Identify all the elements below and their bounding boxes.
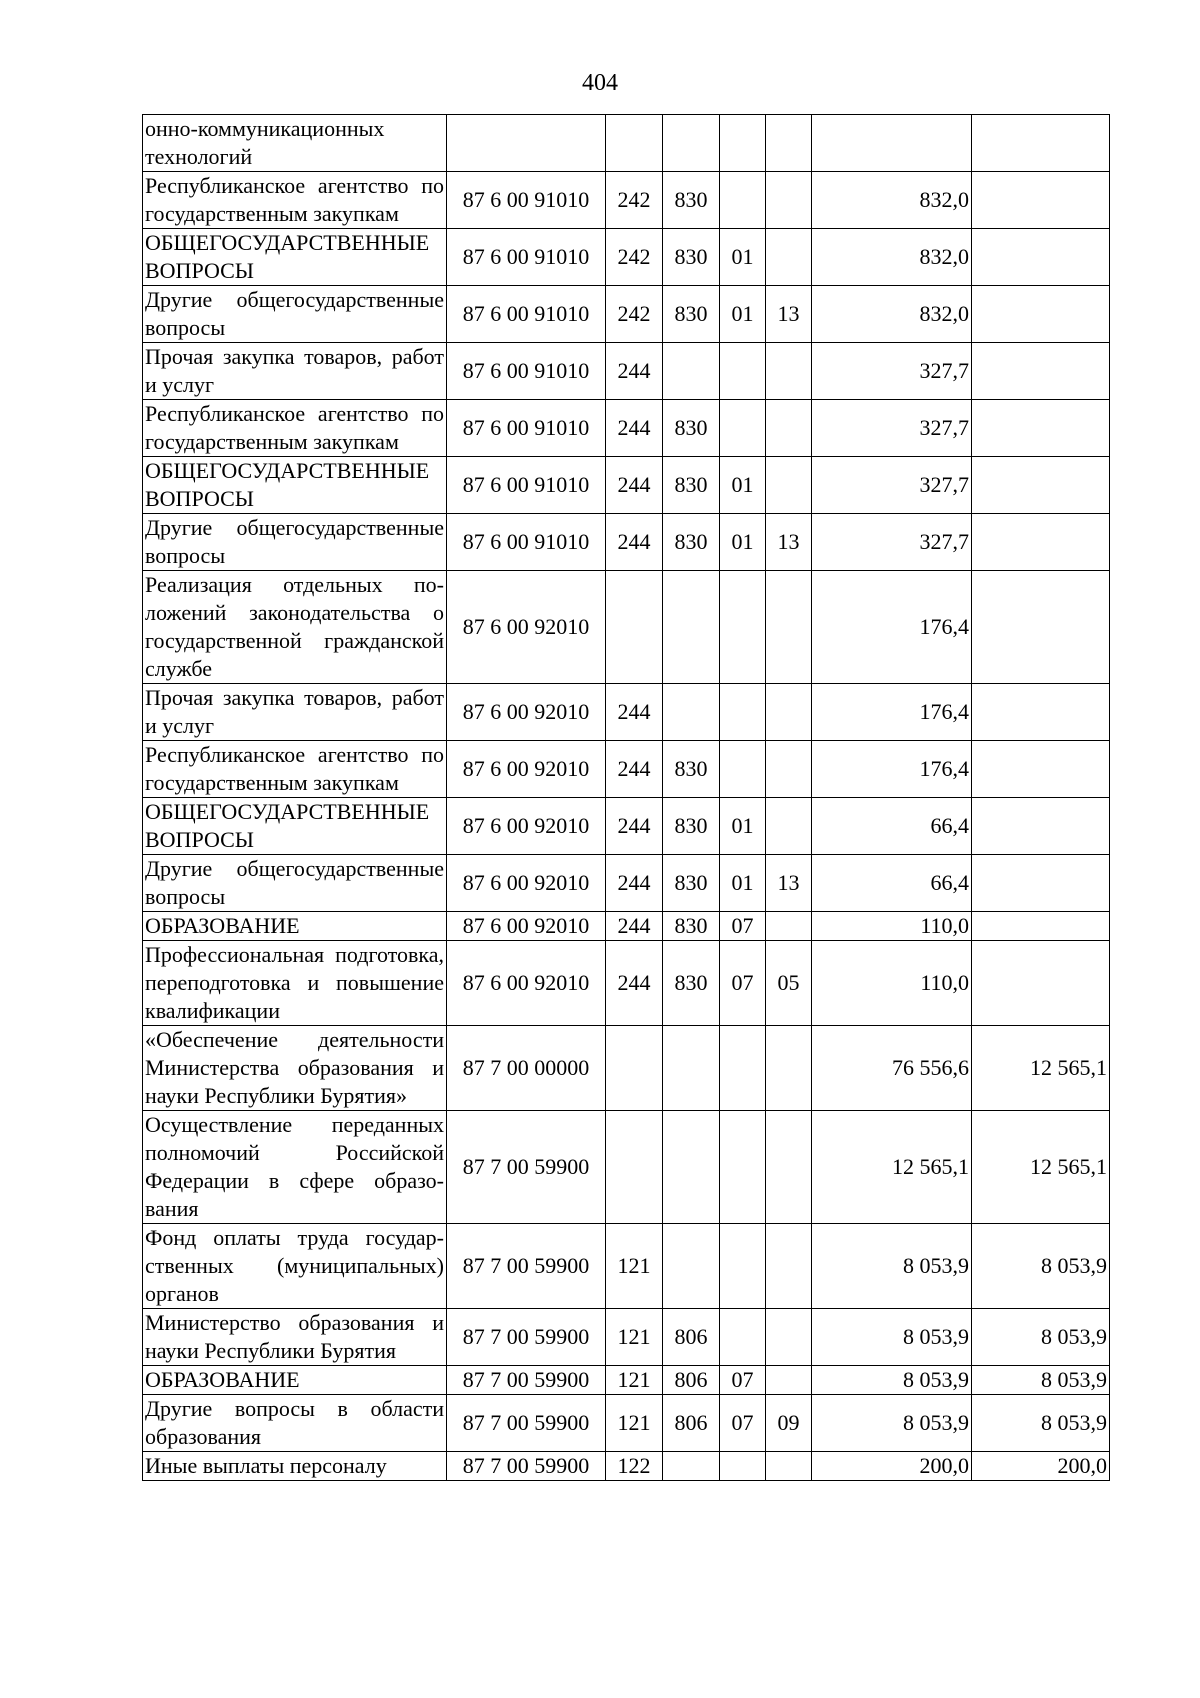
subsection-cell [766,571,812,684]
amount-cell: 832,0 [812,286,972,343]
subvention-amount-cell: 8 053,9 [972,1366,1110,1395]
expense-type-cell: 244 [606,855,663,912]
target-article-cell: 87 7 00 59900 [447,1224,606,1309]
subvention-amount-cell [972,457,1110,514]
row-name-cell: Республиканское агентство по государственным закупкам [143,400,447,457]
ministry-code-cell: 830 [663,855,720,912]
target-article-cell: 87 6 00 92010 [447,571,606,684]
ministry-code-cell: 806 [663,1395,720,1452]
row-name-cell: Фонд оплаты труда государственных (муниципальных) органов [143,1224,447,1309]
row-name-cell: Республиканское агентство по государственным закупкам [143,172,447,229]
expense-type-cell: 242 [606,286,663,343]
expense-type-cell: 244 [606,514,663,571]
section-cell [720,741,766,798]
subsection-cell [766,400,812,457]
section-cell [720,1111,766,1224]
row-name-cell: Министерство образования и науки Республики Бурятия [143,1309,447,1366]
table-row [143,1366,1110,1395]
amount-cell: 327,7 [812,400,972,457]
row-name-cell: Другие общегосударственные вопросы [143,286,447,343]
ministry-code-cell: 806 [663,1309,720,1366]
table-row [143,115,1110,172]
target-article-cell: 87 7 00 00000 [447,1026,606,1111]
expense-type-cell: 121 [606,1309,663,1366]
row-name-cell: Республиканское агентство по государственным закупкам [143,741,447,798]
ministry-code-cell: 830 [663,741,720,798]
row-name-cell: ОБРАЗОВАНИЕ [143,912,447,941]
section-cell [720,571,766,684]
subvention-amount-cell [972,571,1110,684]
amount-cell: 832,0 [812,229,972,286]
row-name-cell: Реализация отдельных положений законодательства о государственной гражданской службе [143,571,447,684]
subvention-amount-cell [972,343,1110,400]
amount-cell: 327,7 [812,514,972,571]
expense-type-cell [606,1026,663,1111]
target-article-cell: 87 6 00 91010 [447,457,606,514]
page-number: 404 [582,70,618,96]
row-name-cell: онно-коммуникационных технологий [143,115,447,172]
expense-type-cell: 244 [606,400,663,457]
target-article-cell: 87 6 00 92010 [447,912,606,941]
subvention-amount-cell [972,684,1110,741]
target-article-cell: 87 6 00 91010 [447,229,606,286]
table-body [143,115,1110,1481]
expense-type-cell: 244 [606,912,663,941]
subsection-cell [766,684,812,741]
ministry-code-cell: 830 [663,400,720,457]
target-article-cell: 87 7 00 59900 [447,1452,606,1481]
section-cell: 01 [720,457,766,514]
target-article-cell: 87 6 00 91010 [447,343,606,400]
subsection-cell [766,1452,812,1481]
target-article-cell: 87 6 00 92010 [447,941,606,1026]
expense-type-cell: 121 [606,1395,663,1452]
table-row [143,741,1110,798]
subsection-cell [766,798,812,855]
subsection-cell [766,1309,812,1366]
amount-cell [812,115,972,172]
ministry-code-cell [663,1452,720,1481]
table-row [143,912,1110,941]
ministry-code-cell [663,1224,720,1309]
row-name-cell: Профессиональная подготовка, переподготовка и повышение квалификации [143,941,447,1026]
expense-type-cell: 244 [606,741,663,798]
subsection-cell: 09 [766,1395,812,1452]
section-cell [720,1309,766,1366]
subvention-amount-cell: 8 053,9 [972,1309,1110,1366]
subvention-amount-cell [972,855,1110,912]
section-cell: 07 [720,1366,766,1395]
section-cell: 07 [720,1395,766,1452]
target-article-cell: 87 6 00 91010 [447,400,606,457]
amount-cell: 8 053,9 [812,1309,972,1366]
subsection-cell [766,912,812,941]
row-name-cell: Прочая закупка товаров, работ и услуг [143,343,447,400]
row-name-cell: Другие общегосударственные вопросы [143,514,447,571]
ministry-code-cell [663,1111,720,1224]
expense-type-cell: 244 [606,457,663,514]
subvention-amount-cell [972,286,1110,343]
row-name-cell: Прочая закупка товаров, работ и услуг [143,684,447,741]
table-row [143,514,1110,571]
subvention-amount-cell: 12 565,1 [972,1111,1110,1224]
table-row [143,571,1110,684]
amount-cell: 66,4 [812,798,972,855]
amount-cell: 176,4 [812,571,972,684]
expense-type-cell: 242 [606,229,663,286]
subvention-amount-cell: 200,0 [972,1452,1110,1481]
table-row [143,941,1110,1026]
row-name-cell: Осуществление переданных полномочий Российской Федерации в сфере образования [143,1111,447,1224]
amount-cell: 8 053,9 [812,1366,972,1395]
expense-type-cell: 242 [606,172,663,229]
amount-cell: 8 053,9 [812,1224,972,1309]
amount-cell: 200,0 [812,1452,972,1481]
target-article-cell: 87 6 00 91010 [447,172,606,229]
expense-type-cell: 122 [606,1452,663,1481]
table-row [143,798,1110,855]
table-row [143,1395,1110,1452]
expense-type-cell [606,571,663,684]
target-article-cell [447,115,606,172]
subvention-amount-cell: 8 053,9 [972,1224,1110,1309]
subvention-amount-cell [972,741,1110,798]
amount-cell: 110,0 [812,912,972,941]
subvention-amount-cell [972,514,1110,571]
row-name-cell: ОБРАЗОВАНИЕ [143,1366,447,1395]
table-row [143,1309,1110,1366]
subsection-cell [766,229,812,286]
ministry-code-cell [663,115,720,172]
subvention-amount-cell: 8 053,9 [972,1395,1110,1452]
target-article-cell: 87 7 00 59900 [447,1111,606,1224]
table-row [143,1026,1110,1111]
table-row [143,400,1110,457]
expense-type-cell: 244 [606,684,663,741]
section-cell: 07 [720,941,766,1026]
subsection-cell [766,1224,812,1309]
table-row [143,343,1110,400]
table-row [143,286,1110,343]
ministry-code-cell: 830 [663,798,720,855]
subvention-amount-cell [972,400,1110,457]
amount-cell: 176,4 [812,684,972,741]
row-name-cell: Другие общегосударственные вопросы [143,855,447,912]
amount-cell: 76 556,6 [812,1026,972,1111]
table-row [143,1452,1110,1481]
table-row [143,172,1110,229]
section-cell: 07 [720,912,766,941]
section-cell [720,1026,766,1111]
subsection-cell [766,343,812,400]
amount-cell: 176,4 [812,741,972,798]
table-row [143,855,1110,912]
row-name-cell: ОБЩЕГОСУДАРСТВЕННЫЕ ВОПРОСЫ [143,798,447,855]
amount-cell: 8 053,9 [812,1395,972,1452]
amount-cell: 832,0 [812,172,972,229]
ministry-code-cell: 830 [663,514,720,571]
table-row [143,684,1110,741]
ministry-code-cell [663,684,720,741]
section-cell [720,1452,766,1481]
subsection-cell: 13 [766,286,812,343]
section-cell [720,172,766,229]
subsection-cell: 13 [766,514,812,571]
budget-table [142,114,1110,1481]
amount-cell: 110,0 [812,941,972,1026]
ministry-code-cell [663,571,720,684]
expense-type-cell: 244 [606,343,663,400]
subvention-amount-cell [972,172,1110,229]
amount-cell: 327,7 [812,457,972,514]
row-name-cell: «Обеспечение деятельности Министерства образования и науки Республики Бурятия» [143,1026,447,1111]
subsection-cell [766,172,812,229]
expense-type-cell: 121 [606,1224,663,1309]
section-cell [720,115,766,172]
table-row [143,457,1110,514]
section-cell [720,343,766,400]
amount-cell: 66,4 [812,855,972,912]
ministry-code-cell: 830 [663,172,720,229]
target-article-cell: 87 7 00 59900 [447,1366,606,1395]
target-article-cell: 87 7 00 59900 [447,1309,606,1366]
target-article-cell: 87 6 00 92010 [447,684,606,741]
row-name-cell: Другие вопросы в области образования [143,1395,447,1452]
section-cell [720,400,766,457]
expense-type-cell: 121 [606,1366,663,1395]
table-row [143,229,1110,286]
subsection-cell [766,741,812,798]
row-name-cell: Иные выплаты персоналу [143,1452,447,1481]
ministry-code-cell: 830 [663,229,720,286]
ministry-code-cell: 830 [663,941,720,1026]
table-row [143,1224,1110,1309]
subsection-cell: 13 [766,855,812,912]
section-cell [720,684,766,741]
subvention-amount-cell [972,115,1110,172]
target-article-cell: 87 6 00 92010 [447,798,606,855]
target-article-cell: 87 6 00 91010 [447,514,606,571]
section-cell: 01 [720,855,766,912]
subsection-cell [766,1026,812,1111]
section-cell: 01 [720,514,766,571]
expense-type-cell: 244 [606,798,663,855]
subsection-cell [766,1366,812,1395]
ministry-code-cell [663,1026,720,1111]
section-cell [720,1224,766,1309]
amount-cell: 12 565,1 [812,1111,972,1224]
row-name-cell: ОБЩЕГОСУДАРСТВЕННЫЕ ВОПРОСЫ [143,229,447,286]
subvention-amount-cell [972,912,1110,941]
subsection-cell [766,115,812,172]
section-cell: 01 [720,798,766,855]
target-article-cell: 87 6 00 92010 [447,855,606,912]
table-row [143,1111,1110,1224]
expense-type-cell: 244 [606,941,663,1026]
section-cell: 01 [720,286,766,343]
subsection-cell: 05 [766,941,812,1026]
subsection-cell [766,1111,812,1224]
expense-type-cell [606,115,663,172]
target-article-cell: 87 6 00 92010 [447,741,606,798]
target-article-cell: 87 6 00 91010 [447,286,606,343]
ministry-code-cell: 830 [663,286,720,343]
ministry-code-cell: 806 [663,1366,720,1395]
ministry-code-cell: 830 [663,457,720,514]
ministry-code-cell: 830 [663,912,720,941]
subsection-cell [766,457,812,514]
amount-cell: 327,7 [812,343,972,400]
subvention-amount-cell [972,941,1110,1026]
subvention-amount-cell [972,798,1110,855]
subvention-amount-cell: 12 565,1 [972,1026,1110,1111]
subvention-amount-cell [972,229,1110,286]
row-name-cell: ОБЩЕГОСУДАРСТВЕННЫЕ ВОПРОСЫ [143,457,447,514]
ministry-code-cell [663,343,720,400]
section-cell: 01 [720,229,766,286]
expense-type-cell [606,1111,663,1224]
target-article-cell: 87 7 00 59900 [447,1395,606,1452]
